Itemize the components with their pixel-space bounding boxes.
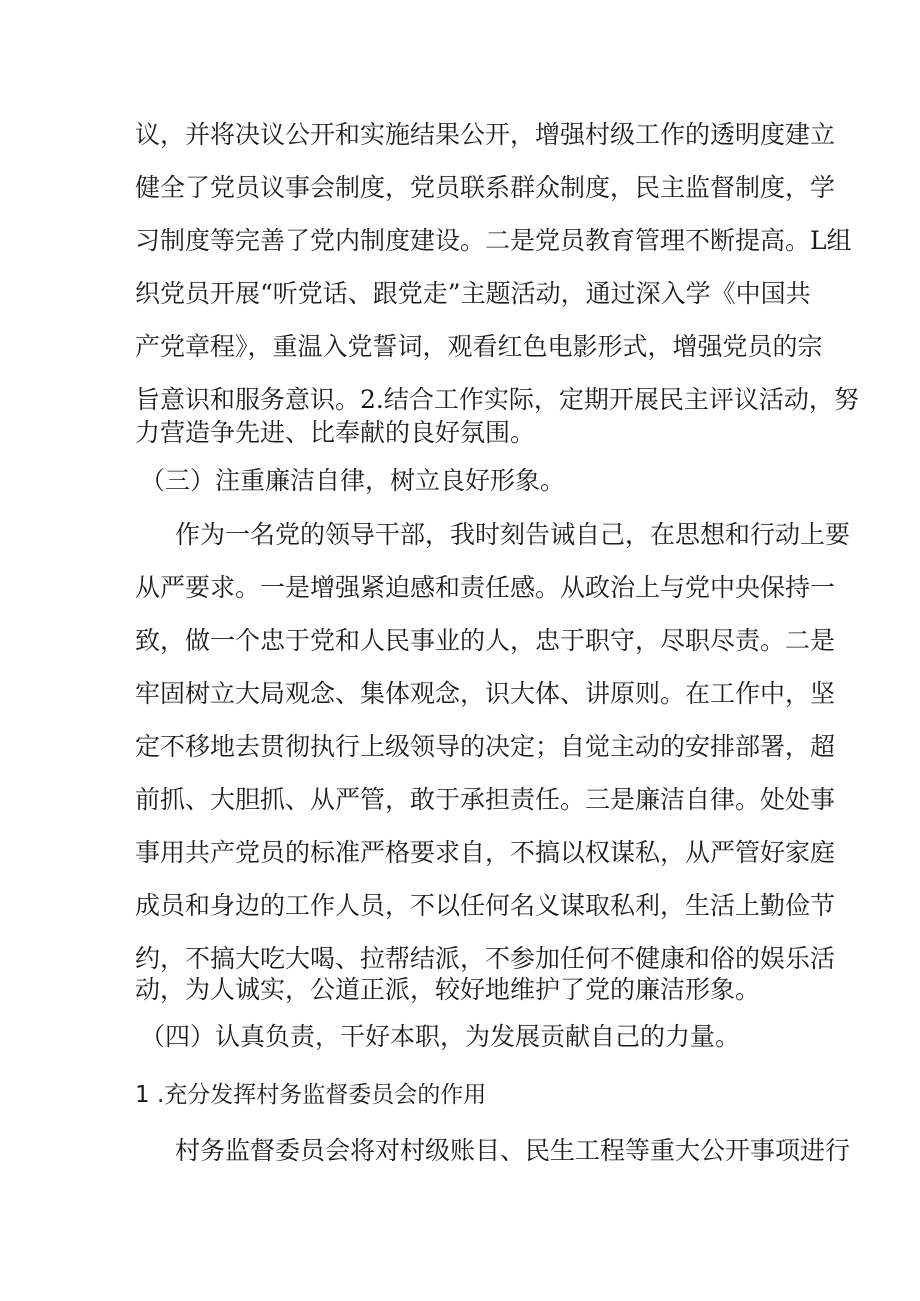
paragraph-line: 产党章程》，重温入党誓词，观看红色电影形式，增强党员的宗 — [135, 332, 823, 361]
paragraph-line: 定不移地去贯彻执行上级领导的决定；自觉主动的安排部署，超 — [135, 732, 836, 761]
paragraph-line: 旨意识和服务意识。2.结合工作实际，定期开展民主评议活动，努 — [135, 385, 859, 414]
paragraph-line: 成员和身边的工作人员，不以任何名义谋取私利，生活上勤俭节 — [135, 891, 836, 920]
paragraph-line: 牢固树立大局观念、集体观念，识大体、讲原则。在工作中，坚 — [135, 679, 836, 708]
paragraph-line: 议，并将决议公开和实施结果公开，增强村级工作的透明度建立 — [135, 120, 836, 149]
paragraph-line: 习制度等完善了党内制度建设。二是党员教育管理不断提高。L组 — [135, 226, 852, 255]
paragraph-line: 事用共产党员的标准严格要求自，不搞以权谋私，从严管好家庭 — [135, 838, 836, 867]
paragraph-line: 约，不搞大吃大喝、拉帮结派，不参加任何不健康和俗的娱乐活 — [135, 944, 836, 973]
paragraph-line: 村务监督委员会将对村级账目、民生工程等重大公开事项进行 — [175, 1136, 851, 1165]
paragraph-line: 健全了党员议事会制度，党员联系群众制度，民主监督制度，学 — [135, 173, 836, 202]
paragraph-line: 作为一名党的领导干部，我时刻告诫自己，在思想和行动上要 — [175, 520, 851, 549]
paragraph-line: 前抓、大胆抓、从严管，敢于承担责任。三是廉洁自律。处处事 — [135, 785, 836, 814]
section-heading-3: （三）注重廉洁自律，树立良好形象。 — [140, 466, 566, 495]
paragraph-line: 致，做一个忠于党和人民事业的人，忠于职守，尽职尽责。二是 — [135, 626, 836, 655]
paragraph-line: 力营造争先进、比奉献的良好氛围。 — [135, 418, 536, 447]
paragraph-line: 从严要求。一是增强紧迫感和责任感。从政治上与党中央保持一 — [135, 573, 836, 602]
paragraph-line: 织党员开展“听党话、跟党走”主题活动，通过深入学《中国共 — [135, 279, 811, 308]
numbered-item-heading: 1 .充分发挥村务监督委员会的作用 — [135, 1082, 487, 1108]
paragraph-line: 动，为人诚实，公道正派，较好地维护了党的廉洁形象。 — [135, 975, 761, 1004]
section-heading-4: （四）认真负责，干好本职，为发展贡献自己的力量。 — [140, 1022, 741, 1051]
